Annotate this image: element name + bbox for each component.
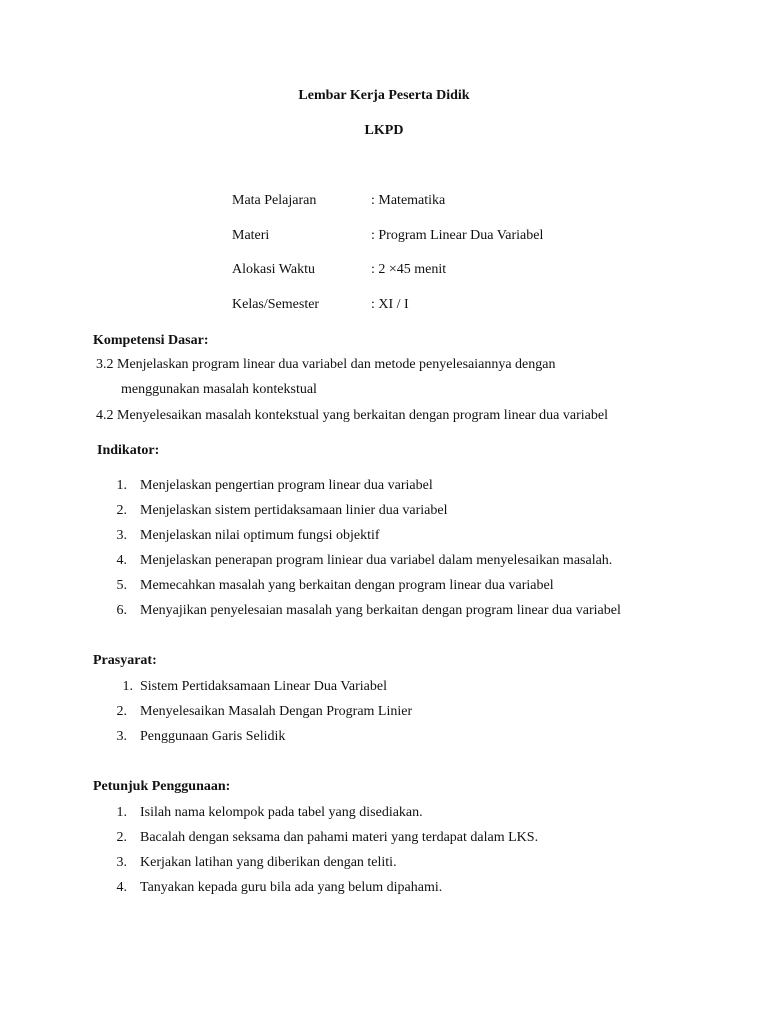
prasyarat-num-2: 2. xyxy=(116,704,127,719)
kompetensi-item-1-cont: menggunakan masalah kontekstual xyxy=(121,382,317,397)
petunjuk-num-2: 2. xyxy=(116,830,127,845)
indikator-item-5: Memecahkan masalah yang berkaitan dengan program linear dua variabel xyxy=(140,578,554,593)
kompetensi-item-1: 3.2 Menjelaskan program linear dua variabel dan metode penyelesaiannya dengan xyxy=(96,357,556,372)
info-label-subject: Mata Pelajaran xyxy=(232,193,317,208)
prasyarat-item-3: Penggunaan Garis Selidik xyxy=(140,729,286,744)
info-value-class: : XI / I xyxy=(371,297,409,312)
indikator-num-3: 3. xyxy=(116,528,127,543)
indikator-item-1: Menjelaskan pengertian program linear dua variabel xyxy=(140,478,433,493)
document-title: Lembar Kerja Peserta Didik xyxy=(298,88,470,103)
petunjuk-item-2: Bacalah dengan seksama dan pahami materi yang terdapat dalam LKS. xyxy=(140,830,539,845)
info-value-time: : 2 ×45 menit xyxy=(371,262,447,277)
petunjuk-item-3: Kerjakan latihan yang diberikan dengan teliti. xyxy=(140,855,397,870)
prasyarat-num-3: 3. xyxy=(116,729,127,744)
info-label-class: Kelas/Semester xyxy=(232,297,320,312)
indikator-num-2: 2. xyxy=(116,503,127,518)
info-label-time: Alokasi Waktu xyxy=(232,262,315,277)
petunjuk-num-3: 3. xyxy=(116,855,127,870)
indikator-item-2: Menjelaskan sistem pertidaksamaan linier dua variabel xyxy=(140,503,448,518)
petunjuk-heading: Petunjuk Penggunaan: xyxy=(93,779,231,794)
info-value-material: : Program Linear Dua Variabel xyxy=(371,228,544,243)
indikator-item-3: Menjelaskan nilai optimum fungsi objektif xyxy=(140,528,380,543)
kompetensi-item-2: 4.2 Menyelesaikan masalah kontekstual yang berkaitan dengan program linear dua variabel xyxy=(96,408,608,423)
indikator-num-6: 6. xyxy=(116,603,127,618)
petunjuk-item-4: Tanyakan kepada guru bila ada yang belum dipahami. xyxy=(140,880,443,895)
prasyarat-num-1: 1. xyxy=(122,679,133,694)
info-label-material: Materi xyxy=(232,228,270,243)
indikator-item-4: Menjelaskan penerapan program liniear dua variabel dalam menyelesaikan masalah. xyxy=(140,553,613,568)
indikator-item-6: Menyajikan penyelesaian masalah yang berkaitan dengan program linear dua variabel xyxy=(140,603,621,618)
document-subtitle: LKPD xyxy=(364,123,404,138)
petunjuk-num-4: 4. xyxy=(116,880,127,895)
prasyarat-heading: Prasyarat: xyxy=(93,653,157,668)
petunjuk-item-1: Isilah nama kelompok pada tabel yang disediakan. xyxy=(140,805,423,820)
indikator-num-4: 4. xyxy=(116,553,127,568)
info-value-subject: : Matematika xyxy=(371,193,446,208)
indikator-num-1: 1. xyxy=(116,478,127,493)
petunjuk-num-1: 1. xyxy=(116,805,127,820)
kompetensi-heading: Kompetensi Dasar: xyxy=(93,333,209,348)
indikator-num-5: 5. xyxy=(116,578,127,593)
indikator-heading: Indikator: xyxy=(97,443,160,458)
prasyarat-item-2: Menyelesaikan Masalah Dengan Program Linier xyxy=(140,704,413,719)
prasyarat-item-1: Sistem Pertidaksamaan Linear Dua Variabel xyxy=(140,679,387,694)
